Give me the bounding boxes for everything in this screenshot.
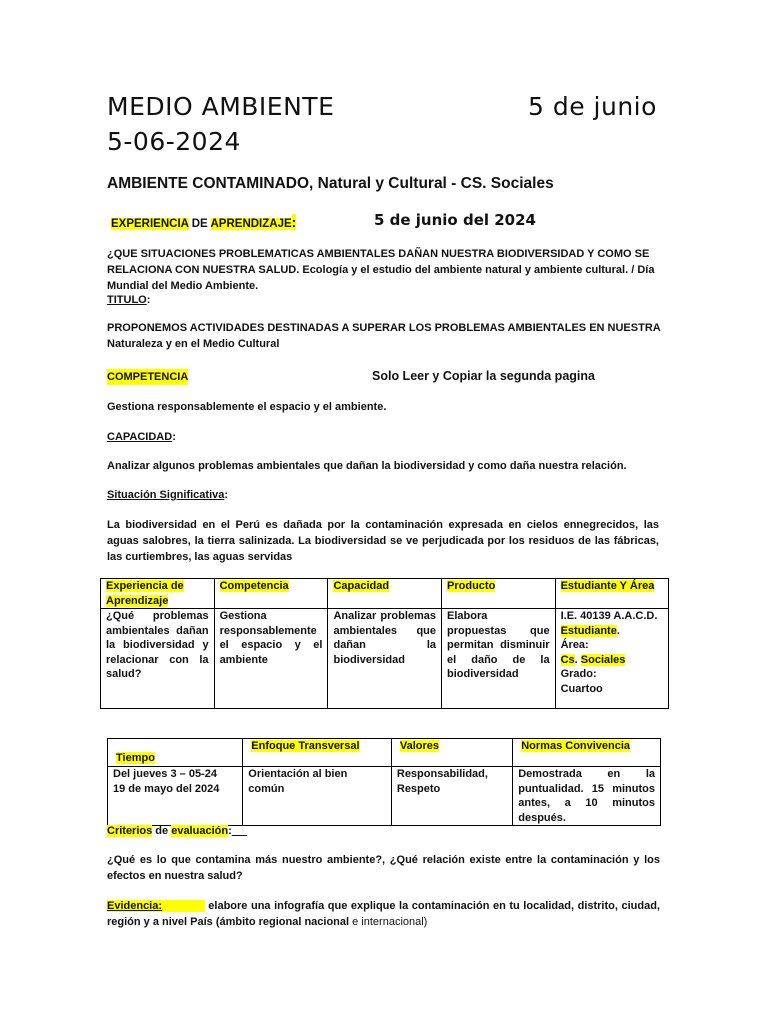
cell-estudiante xyxy=(555,609,668,709)
capacidad-heading: CAPACIDAD: xyxy=(107,431,176,443)
experiencia-label xyxy=(111,214,296,230)
tiempo-line-2: 19 de mayo del 2024 xyxy=(113,782,220,795)
header-producto: Producto xyxy=(442,579,556,609)
capacidad-label: CAPACIDAD xyxy=(107,431,173,443)
aprendizaje-word: APRENDIZAJE xyxy=(210,218,292,230)
header-valores: Valores xyxy=(391,739,512,767)
schedule-table xyxy=(107,738,661,826)
criterios-heading xyxy=(107,823,247,839)
header-date: 5 de junio xyxy=(528,92,657,121)
evidencia-text xyxy=(107,898,660,930)
situacion-label: Situación Significativa xyxy=(107,489,225,501)
header-normas: Normas Convivencia xyxy=(513,739,661,767)
situacion-text: La biodiversidad en el Perú es dañada por la contaminación expresada en cielos ennegrecidos, las aguas salobres, la tierra salinizada. La biodiversidad se ve perjudicada por los residuos de las fábricas, las curtiembres, las aguas servidas xyxy=(107,519,659,563)
evaluacion-word: evaluación xyxy=(171,825,229,837)
experiencia-word: EXPERIENCIA xyxy=(111,218,189,230)
school-id: I.E. 40139 A.A.C.D. xyxy=(560,610,658,622)
competencia-text: Gestiona responsablemente el espacio y el ambiente. xyxy=(107,401,387,413)
cell-capacidad: Analizar problemas ambientales que dañan la biodiversidad xyxy=(328,609,442,709)
grado-value: Cuartoo xyxy=(560,682,603,695)
cell-normas: Demostrada en la puntualidad. 15 minutos antes, a 10 minutos después. xyxy=(513,767,661,826)
capacidad-text: Analizar algunos problemas ambientales que dañan la biodiversidad y como daña nuestra relación. xyxy=(107,460,627,472)
cell-producto: Elabora propuestas que permitan disminuir el daño de la biodiversidad xyxy=(442,609,556,709)
cell-enfoque: Orientación al bien común xyxy=(243,767,392,826)
cell-valores: Responsabilidad, Respeto xyxy=(391,767,512,826)
grado-line: Grado: xyxy=(560,668,597,680)
criterios-colon: : xyxy=(228,825,232,837)
header-capacidad: Capacidad xyxy=(328,579,442,609)
evidencia-label: Evidencia: xyxy=(107,900,163,912)
area-value: Cs. Sociales xyxy=(560,653,626,666)
page-title: MEDIO AMBIENTE xyxy=(107,92,335,121)
titulo-heading: TITULO: xyxy=(107,294,151,306)
situacion-heading: Situación Significativa: xyxy=(107,489,229,501)
header-experiencia: Experiencia de Aprendizaje xyxy=(101,579,215,609)
titulo-label: TITULO xyxy=(107,294,147,306)
criterios-word: Criterios xyxy=(107,825,153,837)
criterios-text: ¿Qué es lo que contamina más nuestro ambiente?, ¿Qué relación existe entre la contaminación y los efectos en nuestra salud? xyxy=(107,854,660,882)
competencia-label: COMPETENCIA xyxy=(107,371,189,383)
area-line: Área: xyxy=(560,639,589,651)
guiding-question: ¿QUE SITUACIONES PROBLEMATICAS AMBIENTALES DAÑAN NUESTRA BIODIVERSIDAD Y COMO SE RELACIONA CON NUESTRA SALUD. Ecología y el estudio del ambiente natural y ambiente cultural. / Día Mundial del Medio Ambiente. xyxy=(107,248,655,292)
header-enfoque: Enfoque Transversal xyxy=(243,739,392,767)
document-subtitle: AMBIENTE CONTAMINADO, Natural y Cultural - CS. Sociales xyxy=(107,175,554,192)
header-competencia: Competencia xyxy=(214,579,328,609)
header-date-numeric: 5-06-2024 xyxy=(107,127,241,156)
cell-competencia: Gestiona responsablemente el espacio y el ambiente xyxy=(214,609,328,709)
evidencia-body: elabore una infografía que explique la contaminación en tu localidad, distrito, ciudad, región y a nivel País (ámbito regional nacional xyxy=(107,900,660,928)
header-tiempo: Tiempo xyxy=(108,739,243,767)
experiencia-colon: : xyxy=(291,214,297,230)
criterios-connector: de xyxy=(152,825,172,837)
header-estudiante: Estudiante Y Área xyxy=(555,579,668,609)
cell-experiencia: ¿Qué problemas ambientales dañan la biodiversidad y relacionar con la salud? xyxy=(101,609,215,709)
evidencia-tail: e internacional) xyxy=(349,916,428,928)
planning-table xyxy=(100,578,669,709)
titulo-text: PROPONEMOS ACTIVIDADES DESTINADAS A SUPERAR LOS PROBLEMAS AMBIENTALES EN NUESTRA Naturaleza y en el Medio Cultural xyxy=(107,322,661,350)
experiencia-date: 5 de junio del 2024 xyxy=(374,211,536,229)
criterios-trail xyxy=(232,825,247,837)
evidencia-highlight-pad xyxy=(162,900,205,912)
experiencia-connector: DE xyxy=(188,218,211,230)
cell-tiempo xyxy=(108,767,243,826)
tiempo-line-1: Del jueves 3 – 05-24 xyxy=(113,768,217,780)
reading-note: Solo Leer y Copiar la segunda pagina xyxy=(372,369,595,383)
student-line: Estudiante. xyxy=(560,624,620,637)
